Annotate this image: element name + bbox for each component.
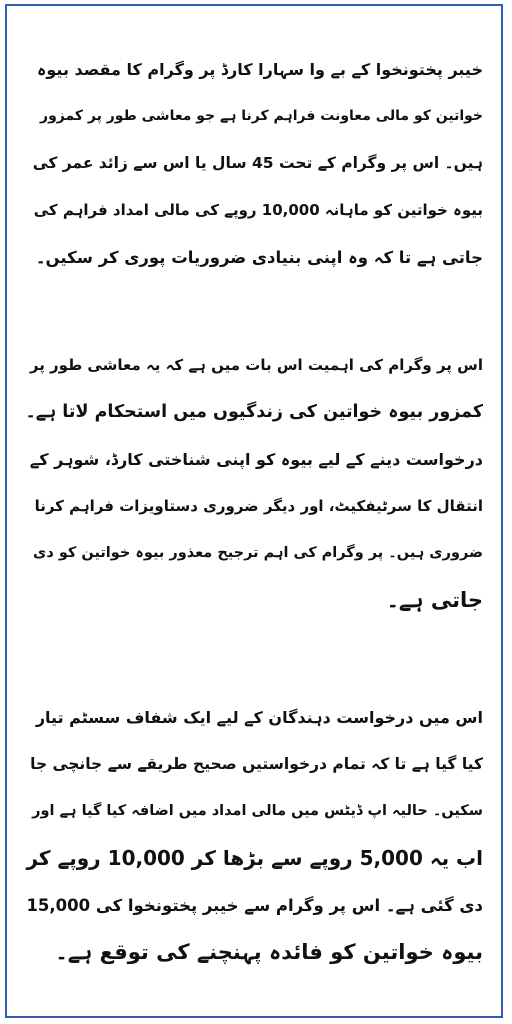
text-line: اب یہ 5,000 روپے سے بڑھا کر 10,000 روپے کر: [26, 846, 483, 870]
article-frame: [5, 4, 503, 1018]
text-line: کمزور بیوہ خواتین کی زندگیوں میں استحکام لاتا ہے۔: [25, 402, 483, 422]
text-line: دی گئی ہے۔ اس پر وگرام سے خیبر پختونخوا کی 15,000: [26, 896, 483, 915]
text-line: کیا گیا ہے تا کہ تمام درخواستیں صحیح طریقے سے جانچی جا: [30, 755, 483, 773]
text-line: سکیں۔ حالیہ اپ ڈیٹس میں مالی امداد میں اضافہ کیا گیا ہے اور: [32, 803, 483, 819]
text-line: ہیں۔ اس پر وگرام کے تحت 45 سال یا اس سے زائد عمر کی: [32, 154, 483, 172]
text-line: خواتین کو مالی معاونت فراہم کرنا ہے جو معاشی طور پر کمزور: [40, 108, 483, 124]
text-line: اس میں درخواست دہندگان کے لیے ایک شفاف سسٹم تیار: [35, 708, 483, 727]
text-line: ضروری ہیں۔ پر وگرام کی اہم ترجیح معذور بیوہ خواتین کو دی: [33, 545, 483, 561]
text-line: انتقال کا سرٹیفکیٹ، اور دیگر ضروری دستاویزات فراہم کرنا: [34, 497, 483, 515]
text-line: جاتی ہے۔: [386, 588, 483, 612]
text-line: اس پر وگرام کی اہمیت اس بات میں ہے کہ یہ معاشی طور پر: [29, 356, 483, 374]
paragraph-3: [25, 694, 483, 976]
text-line: بیوہ خواتین کو فائدہ پہنچنے کی توقع ہے۔: [55, 940, 483, 964]
text-line: درخواست دینے کے لیے بیوہ کو اپنی شناختی کارڈ، شوہر کے: [29, 450, 483, 469]
text-line: جاتی ہے تا کہ وہ اپنی بنیادی ضروریات پوری کر سکیں۔: [35, 248, 483, 267]
text-line: بیوہ خواتین کو ماہانہ 10,000 روپے کی مالی امداد فراہم کی: [33, 201, 483, 219]
text-line: خیبر پختونخوا کے بے وا سہارا کارڈ پر وگرام کا مقصد بیوہ: [37, 60, 483, 79]
paragraph-1: [25, 46, 483, 281]
paragraph-2: [25, 342, 483, 624]
